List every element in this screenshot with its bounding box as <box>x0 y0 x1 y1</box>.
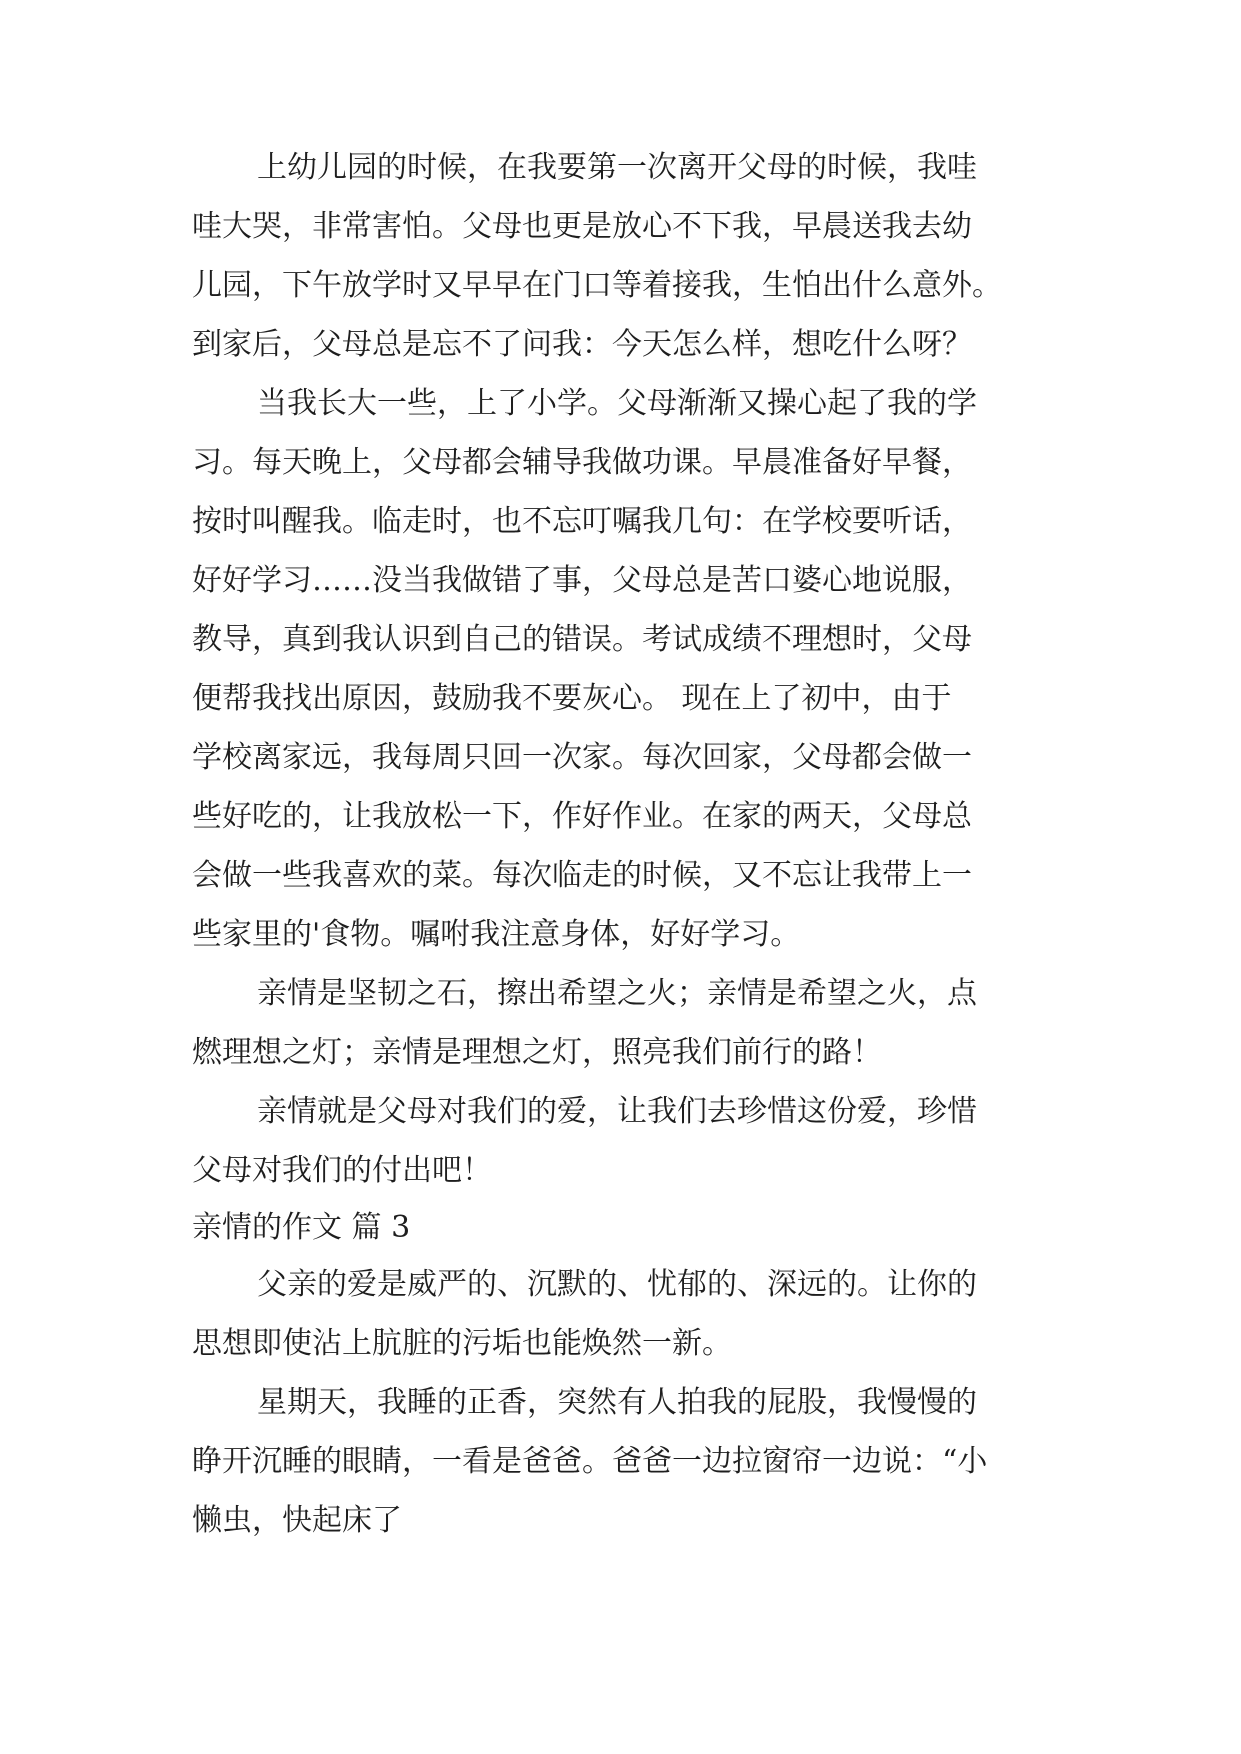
paragraph-line: 思想即使沾上肮脏的污垢也能焕然一新。 <box>192 1326 732 1361</box>
paragraph-line: 当我长大一些，上了小学。父母渐渐又操心起了我的学 <box>257 386 977 421</box>
paragraph-line: 按时叫醒我。临走时，也不忘叮嘱我几句：在学校要听话， <box>192 504 972 539</box>
section-heading: 亲情的作文 篇 3 <box>192 1210 411 1245</box>
paragraph-line: 学校离家远，我每周只回一次家。每次回家，父母都会做一 <box>192 740 972 775</box>
paragraph-line: 会做一些我喜欢的菜。每次临走的时候，又不忘让我带上一 <box>192 858 972 893</box>
paragraph-line: 亲情就是父母对我们的爱，让我们去珍惜这份爱，珍惜 <box>257 1094 977 1129</box>
paragraph-line: 儿园，下午放学时又早早在门口等着接我，生怕出什么意外。 <box>192 268 1002 303</box>
paragraph-line: 到家后，父母总是忘不了问我：今天怎么样，想吃什么呀？ <box>192 327 972 362</box>
paragraph-line: 父亲的爱是威严的、沉默的、忧郁的、深远的。让你的 <box>257 1267 977 1302</box>
paragraph-line: 好好学习……没当我做错了事，父母总是苦口婆心地说服， <box>192 563 972 598</box>
paragraph-line: 懒虫，快起床了 <box>192 1503 402 1538</box>
paragraph-line: 燃理想之灯；亲情是理想之灯，照亮我们前行的路！ <box>192 1035 882 1070</box>
paragraph-line: 上幼儿园的时候，在我要第一次离开父母的时候，我哇 <box>257 150 977 185</box>
paragraph-line: 哇大哭，非常害怕。父母也更是放心不下我，早晨送我去幼 <box>192 209 972 244</box>
paragraph-line: 睁开沉睡的眼睛，一看是爸爸。爸爸一边拉窗帘一边说：“小 <box>192 1444 988 1479</box>
paragraph-line: 星期天，我睡的正香，突然有人拍我的屁股，我慢慢的 <box>257 1385 977 1420</box>
paragraph-line: 些好吃的，让我放松一下，作好作业。在家的两天，父母总 <box>192 799 972 834</box>
paragraph-line: 便帮我找出原因，鼓励我不要灰心。 现在上了初中，由于 <box>192 681 952 716</box>
paragraph-line: 习。每天晚上，父母都会辅导我做功课。早晨准备好早餐， <box>192 445 972 480</box>
paragraph-line: 教导，真到我认识到自己的错误。考试成绩不理想时，父母 <box>192 622 972 657</box>
paragraph-line: 父母对我们的付出吧！ <box>192 1153 492 1188</box>
paragraph-line: 些家里的'食物。嘱咐我注意身体，好好学习。 <box>192 917 801 952</box>
paragraph-line: 亲情是坚韧之石，擦出希望之火；亲情是希望之火，点 <box>257 976 977 1011</box>
